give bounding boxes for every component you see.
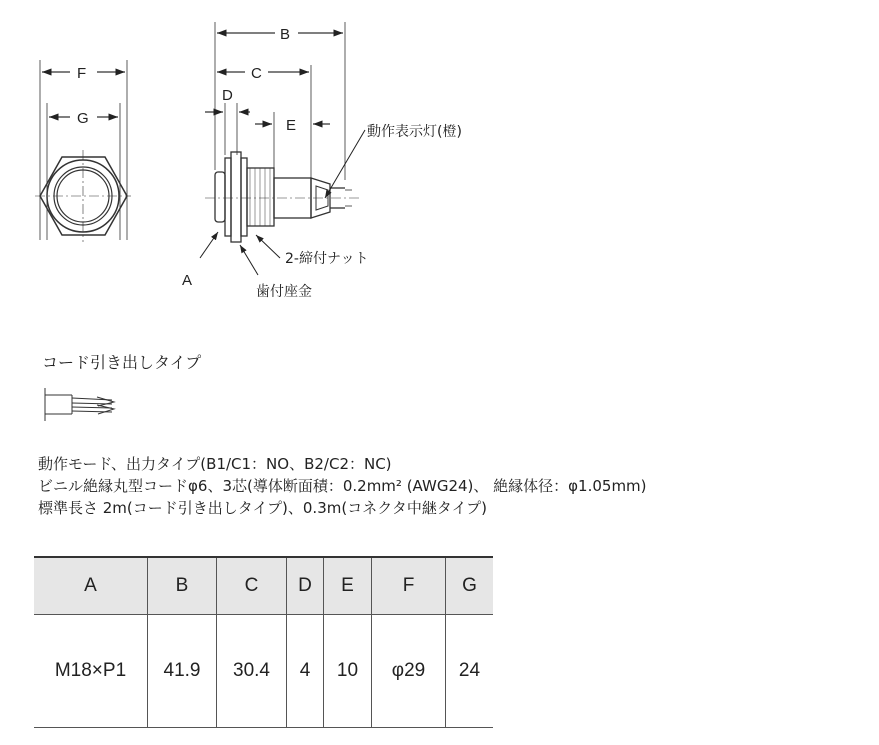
note-operation-mode: 動作モード、出力タイプ(B1/C1：NO、B2/C2：NC): [38, 455, 392, 473]
header-d: D: [287, 557, 324, 615]
header-e: E: [324, 557, 372, 615]
header-g: G: [446, 557, 494, 615]
dimension-table: [34, 556, 493, 728]
table-row: [34, 615, 493, 728]
table-header-row: [34, 557, 493, 615]
dim-label-d: D: [222, 87, 233, 104]
header-f: F: [372, 557, 446, 615]
sensor-side-view: [205, 152, 360, 242]
dim-label-f: F: [77, 65, 87, 82]
callout-clamping-nut: 2-締付ナット: [285, 251, 369, 267]
note-cable-spec: ビニル絶縁丸型コードφ6、3芯(導体断面積：0.2mm² (AWG24)、 絶縁体径：φ1.05mm): [38, 477, 647, 495]
header-a: A: [34, 557, 148, 615]
cell-b: 41.9: [148, 615, 217, 728]
cell-d: 4: [287, 615, 324, 728]
cell-g: 24: [446, 615, 494, 728]
cell-f: φ29: [372, 615, 446, 728]
spec-notes: [38, 453, 647, 519]
note-standard-length: 標準長さ 2m(コード引き出しタイプ)、0.3m(コネクタ中継タイプ): [38, 499, 488, 517]
cord-wire-icon: [42, 385, 122, 425]
front-view: [35, 60, 131, 242]
header-c: C: [217, 557, 287, 615]
section-title-cord-type: コード引き出しタイプ: [42, 353, 202, 372]
dim-label-g: G: [77, 110, 89, 127]
cell-e: 10: [324, 615, 372, 728]
callout-indicator-lamp: 動作表示灯(橙): [367, 124, 462, 140]
dim-label-c: C: [251, 65, 262, 82]
cell-c: 30.4: [217, 615, 287, 728]
dim-label-a: A: [182, 272, 193, 289]
cell-a: M18×P1: [34, 615, 148, 728]
header-b: B: [148, 557, 217, 615]
dim-label-e: E: [286, 117, 297, 134]
dim-label-b: B: [280, 26, 291, 43]
callout-toothed-washer: 歯付座金: [256, 284, 312, 300]
dimension-drawing: [0, 0, 879, 330]
